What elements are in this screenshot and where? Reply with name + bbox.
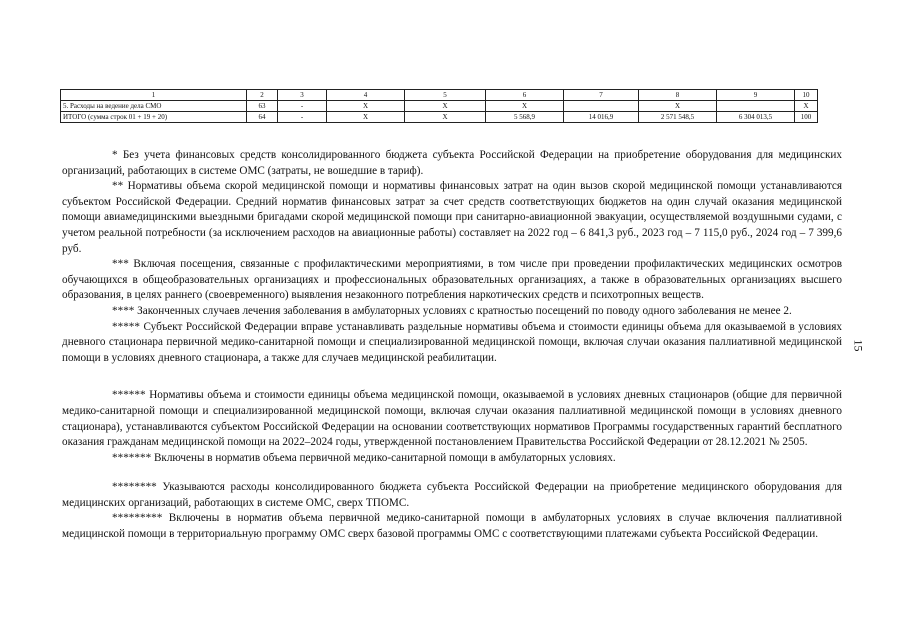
table-row: [61, 112, 818, 123]
table-cell: X: [327, 101, 405, 112]
header-cell: 8: [639, 90, 717, 101]
table-cell: 5 568,9: [486, 112, 564, 123]
table-cell: 6 304 013,5: [717, 112, 795, 123]
table-cell: ИТОГО (сумма строк 01 + 19 + 20): [61, 112, 247, 123]
footnote-6: ****** Нормативы объема и стоимости единицы объема медицинской помощи, оказываемой в условиях дневных стационаров (общие для первичной медико-санитарной помощи и специализированной медицинской помощи, включая случаи оказания паллиативной медицинской помощи в условиях дневного стационара), устанавливаются субъектом Российской Федерации на основании соответствующих нормативов Программы государственных гарантий бесплатного оказания гражданам медицинской помощи на 2022–2024 годы, утвержденной постановлением Правительства Российской Федерации от 28.12.2021 № 2505.: [62, 389, 842, 449]
table-cell: 5. Расходы на ведение дела СМО: [61, 101, 247, 112]
data-table: [60, 89, 818, 123]
table-row: [61, 101, 818, 112]
table-cell: -: [278, 101, 327, 112]
table-cell: X: [639, 101, 717, 112]
header-cell: 1: [61, 90, 247, 101]
footnotes: [62, 148, 842, 543]
table-cell: 64: [247, 112, 278, 123]
footnote-7: ******* Включены в норматив объема первичной медико-санитарной помощи в амбулаторных условиях.: [112, 451, 616, 464]
table-cell: 14 016,9: [564, 112, 639, 123]
header-cell: 4: [327, 90, 405, 101]
page-number: 15: [851, 339, 866, 352]
table-cell: X: [405, 101, 486, 112]
table-cell: X: [327, 112, 405, 123]
header-cell: 7: [564, 90, 639, 101]
footnote-9: ********* Включены в норматив объема первичной медико-санитарной помощи в амбулаторных условиях в случае включения паллиативной медицинской помощи в территориальную программу ОМС сверх базовой программы ОМС с соответствующими платежами субъекта Российской Федерации.: [62, 512, 842, 541]
table-cell: -: [278, 112, 327, 123]
header-cell: 5: [405, 90, 486, 101]
table-cell: X: [405, 112, 486, 123]
table-cell: X: [795, 101, 818, 112]
footnote-8: ******** Указываются расходы консолидированного бюджета субъекта Российской Федерации на приобретение медицинского оборудования для медицинских организаций, работающих в системе ОМС, сверх ТПОМС.: [62, 481, 842, 509]
header-cell: 10: [795, 90, 818, 101]
table-cell: 100: [795, 112, 818, 123]
footnote-5: ***** Субъект Российской Федерации вправе устанавливать раздельные нормативы объема и стоимости единицы объема для оказываемой в условиях дневного стационара первичной медико-санитарной помощи и специализированной медицинской помощи, включая случаи оказания паллиативной медицинской помощи в условиях дневного стационара, а также для случаев медицинской реабилитации.: [62, 320, 842, 364]
footnote-2: ** Нормативы объема скорой медицинской помощи и нормативы финансовых затрат на один вызов скорой медицинской помощи устанавливаются субъектом Российской Федерации. Средний норматив финансовых затрат за счет средств соответствующих бюджетов на один случай оказания медицинской помощи авиамедицинскими выездными бригадами скорой медицинской помощи при санитарно-авиационной эвакуации, осуществляемой воздушными судами, с учетом реальной потребности (за исключением расходов на авиационные работы) составляет на 2022 год – 6 841,3 руб., 2023 год – 7 115,0 руб., 2024 год – 7 399,6 руб.: [62, 180, 842, 255]
footnote-3: *** Включая посещения, связанные с профилактическими мероприятиями, в том числе при проведении профилактических медицинских осмотров обучающихся в общеобразовательных организациях и профессиональных образовательных организациях, а также в образовательных организациях высшего образования, в целях раннего (своевременного) выявления незаконного потребления наркотических средств и психотропных веществ.: [62, 258, 842, 302]
header-cell: 9: [717, 90, 795, 101]
table-header-row: [61, 90, 818, 101]
table-cell: 2 571 548,5: [639, 112, 717, 123]
header-cell: 3: [278, 90, 327, 101]
footnote-1: * Без учета финансовых средств консолидированного бюджета субъекта Российской Федерации на приобретение оборудования для медицинских организаций, работающих в системе ОМС (затраты, не вошедшие в тариф).: [62, 149, 842, 177]
table-cell: [717, 101, 795, 112]
header-cell: 6: [486, 90, 564, 101]
header-cell: 2: [247, 90, 278, 101]
footnote-4: **** Законченных случаев лечения заболевания в амбулаторных условиях с кратностью посещений по поводу одного заболевания не менее 2.: [112, 304, 792, 317]
table-cell: [564, 101, 639, 112]
table-cell: 63: [247, 101, 278, 112]
table-cell: X: [486, 101, 564, 112]
